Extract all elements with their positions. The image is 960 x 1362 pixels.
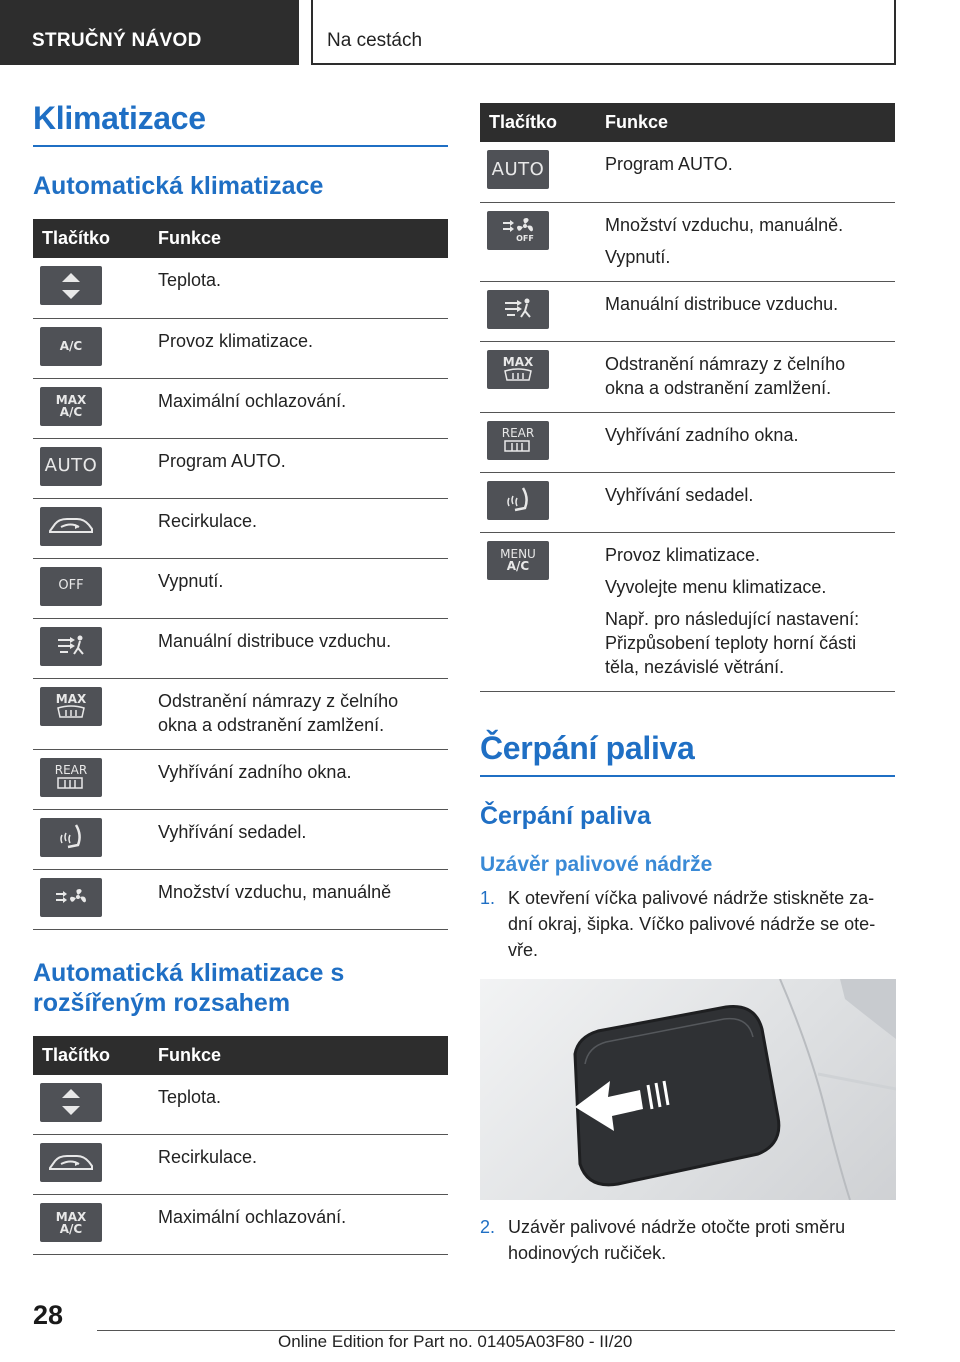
- function-text: Provoz klimatizace.: [605, 544, 761, 565]
- auto-label: AUTO: [44, 455, 98, 476]
- max-label: MAX: [502, 355, 534, 369]
- function-text: Maximální ochlazování.: [157, 1195, 448, 1255]
- max-defrost-icon: [40, 687, 102, 726]
- table-row: [33, 809, 448, 869]
- function-text: Maximální ochlazování.: [157, 378, 448, 438]
- max-ac-icon: [40, 1203, 102, 1242]
- function-text: Teplota.: [157, 258, 448, 318]
- ac-label: A/C: [59, 1221, 83, 1236]
- auto-label: AUTO: [491, 158, 545, 180]
- step-list: [480, 1214, 895, 1266]
- function-text: Odstranění námrazy z čelního okna a odstranění zamlžení.: [605, 353, 846, 398]
- function-text: Vyvolejte menu klimatizace.: [605, 576, 827, 597]
- section-title-klimatizace: Klimatizace: [33, 100, 448, 147]
- function-text: Odstranění námrazy z čelního okna a odstranění zamlžení.: [157, 678, 448, 749]
- table-row: [33, 558, 448, 618]
- rear-label: REAR: [54, 763, 88, 777]
- auto-icon: [487, 150, 549, 189]
- table-row: [33, 1075, 448, 1135]
- max-label: MAX: [55, 692, 87, 706]
- function-text: Manuální distribuce vzduchu.: [605, 293, 839, 314]
- left-column: [33, 100, 448, 1255]
- air-distribution-icon: [487, 290, 549, 329]
- table-row: [33, 1135, 448, 1195]
- table-row: [33, 678, 448, 749]
- subsection-title-extended-ac: Automatická klimatizace s rozšířeným rozsahem: [33, 958, 345, 1017]
- ac-label: A/C: [506, 559, 530, 573]
- button-function-table-1: [33, 219, 448, 930]
- table-header-function: Funkce: [604, 103, 895, 142]
- off-icon: [40, 567, 102, 606]
- function-text: Vyhřívání sedadel.: [605, 484, 754, 505]
- table-row: [33, 869, 448, 929]
- table-row: [480, 202, 895, 281]
- air-distribution-icon: [40, 627, 102, 666]
- seat-heating-icon: [40, 818, 102, 857]
- function-text: Manuální distribuce vzduchu.: [157, 618, 448, 678]
- function-text: Např. pro následující nastavení: Přizpůsobení teploty horní části těla, nezávislé větrání.: [605, 608, 860, 677]
- function-text: Množství vzduchu, manuálně.: [605, 214, 844, 235]
- table-row: [480, 142, 895, 202]
- rear-defrost-icon: [40, 758, 102, 797]
- recirculation-icon: [40, 507, 102, 546]
- table-row: [480, 472, 895, 532]
- table-row: [33, 618, 448, 678]
- table-header-button: Tlačítko: [33, 219, 157, 258]
- table-row: [33, 1195, 448, 1255]
- off-label: OFF: [58, 578, 84, 593]
- function-text: Vypnutí.: [157, 558, 448, 618]
- step-list: [480, 885, 895, 963]
- table-row: [33, 378, 448, 438]
- fuel-cap-photo: [480, 979, 896, 1200]
- function-text: Recirkulace.: [157, 1135, 448, 1195]
- footer-edition: Online Edition for Part no. 01405A03F80 - II/20: [278, 1332, 633, 1351]
- subsection-title-fueling: Čerpání paliva: [480, 801, 651, 830]
- auto-icon: [40, 447, 102, 486]
- off-label: OFF: [516, 234, 534, 243]
- seat-heating-icon: [487, 481, 549, 520]
- footer-divider: [97, 1330, 895, 1331]
- function-text: Provoz klimatizace.: [157, 318, 448, 378]
- section-title-fueling: Čerpání paliva: [480, 730, 895, 777]
- table-header-function: Funkce: [157, 219, 448, 258]
- function-text: Program AUTO.: [157, 438, 448, 498]
- max-label: MAX: [55, 393, 87, 407]
- button-function-table-3: [480, 103, 895, 692]
- table-row: [480, 532, 895, 691]
- table-row: [33, 318, 448, 378]
- table-row: [480, 341, 895, 412]
- table-row: [480, 281, 895, 341]
- fan-off-icon: [487, 211, 549, 250]
- function-text: Recirkulace.: [157, 498, 448, 558]
- table-header-button: Tlačítko: [480, 103, 604, 142]
- temperature-arrows-icon: [40, 266, 102, 305]
- menu-ac-icon: [487, 541, 549, 580]
- step-text: K otevření víčka palivové nádrže stiskněte za-dní okraj, šipka. Víčko palivové nádrže se ote-vře.: [508, 887, 876, 960]
- right-column: [480, 103, 895, 1266]
- max-ac-icon: [40, 387, 102, 426]
- menu-label: MENU: [500, 547, 536, 561]
- function-text: Množství vzduchu, manuálně: [157, 869, 448, 929]
- function-text: Vyhřívání sedadel.: [157, 809, 448, 869]
- function-text: Teplota.: [157, 1075, 448, 1135]
- table-header-function: Funkce: [157, 1036, 448, 1075]
- ac-label: A/C: [59, 405, 83, 419]
- temperature-arrows-icon: [40, 1083, 102, 1122]
- step-item: [480, 885, 895, 963]
- table-row: [480, 412, 895, 472]
- table-row: [33, 438, 448, 498]
- header-chapter-tab: [0, 0, 299, 65]
- table-row: [33, 749, 448, 809]
- table-row: [33, 498, 448, 558]
- fan-icon: [40, 878, 102, 917]
- header-section-tab: [311, 0, 896, 65]
- ac-label: A/C: [59, 339, 83, 353]
- max-label: MAX: [55, 1209, 87, 1224]
- recirculation-icon: [40, 1143, 102, 1182]
- page-number: 28: [33, 1300, 64, 1330]
- function-text: Vypnutí.: [605, 246, 671, 267]
- subsection-title-fuel-cap: Uzávěr palivové nádrže: [480, 852, 713, 876]
- function-text: Program AUTO.: [605, 154, 733, 174]
- button-function-table-2: [33, 1036, 448, 1256]
- header-section-title: Na cestách: [327, 30, 423, 51]
- header-chapter-title: STRUČNÝ NÁVOD: [32, 30, 202, 51]
- function-text: Vyhřívání zadního okna.: [605, 424, 799, 445]
- max-defrost-icon: [487, 350, 549, 389]
- table-row: [33, 258, 448, 318]
- table-header-button: Tlačítko: [33, 1036, 157, 1075]
- step-item: [480, 1214, 895, 1266]
- function-text: Vyhřívání zadního okna.: [157, 749, 448, 809]
- rear-label: REAR: [501, 426, 535, 440]
- subsection-title-automatic-ac: Automatická klimatizace: [33, 172, 324, 200]
- rear-defrost-icon: [487, 421, 549, 460]
- ac-icon: [40, 327, 102, 366]
- step-number: 2.: [480, 1216, 496, 1237]
- step-number: 1.: [480, 887, 496, 908]
- step-text: Uzávěr palivové nádrže otočte proti směru hodinových ručiček.: [508, 1216, 846, 1263]
